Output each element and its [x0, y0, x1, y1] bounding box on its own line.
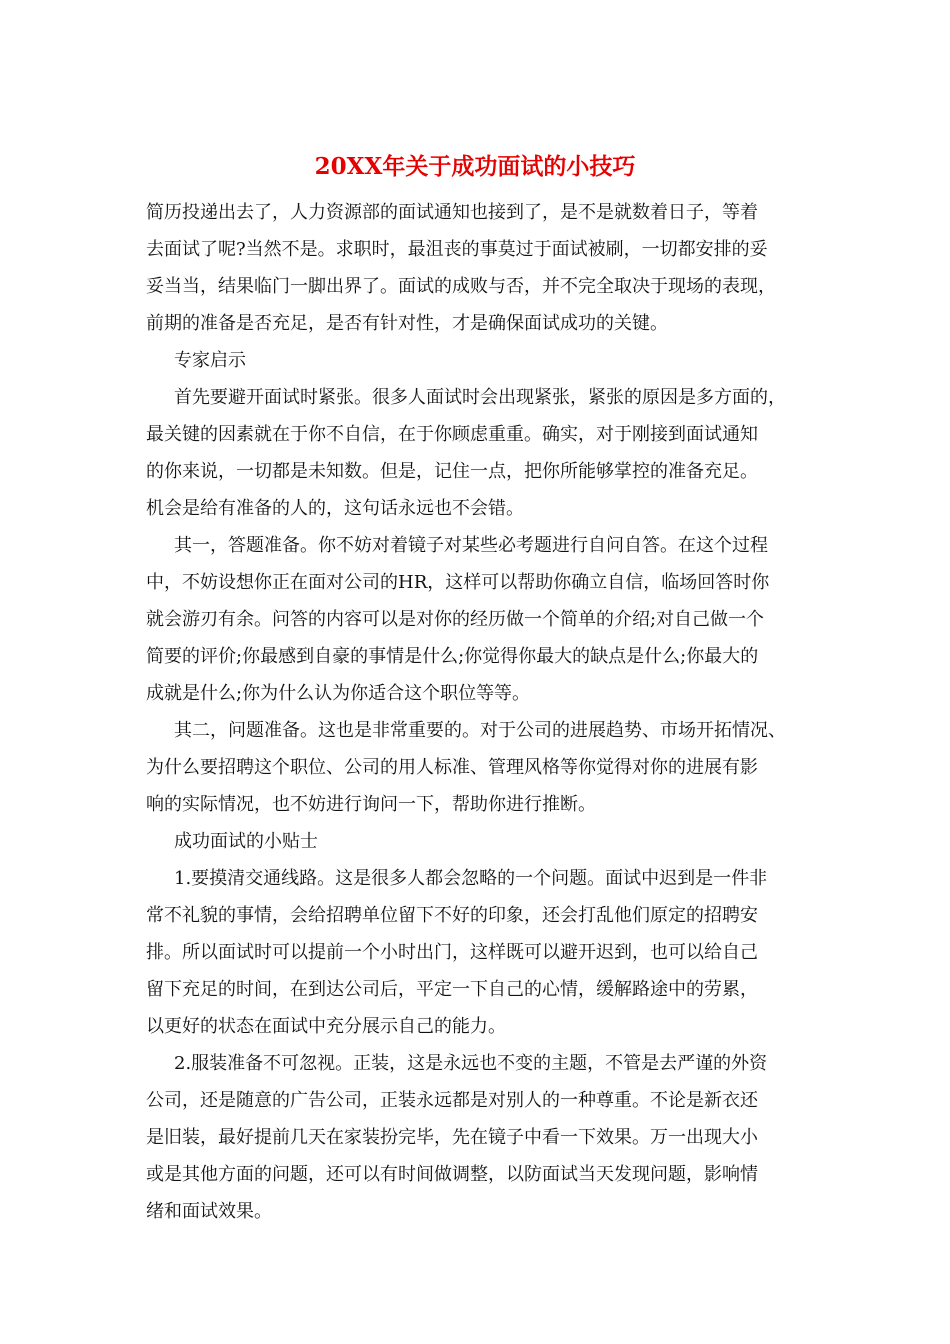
text-line: 响的实际情况，也不妨进行询问一下，帮助你进行推断。 — [146, 794, 596, 815]
text-line: 机会是给有准备的人的，这句话永远也不会错。 — [146, 498, 524, 519]
text-line: 的你来说，一切都是未知数。但是，记住一点，把你所能够掌控的准备充足。 — [146, 461, 758, 482]
text-line: 成就是什么;你为什么认为你适合这个职位等等。 — [146, 683, 531, 704]
text-line: 其一，答题准备。你不妨对着镜子对某些必考题进行自问自答。在这个过程 — [174, 535, 768, 556]
text-line: 中，不妨设想你正在面对公司的HR，这样可以帮助你确立自信，临场回答时你 — [146, 572, 770, 593]
text-line: 绪和面试效果。 — [146, 1201, 272, 1222]
text-line: 去面试了呢?当然不是。求职时，最沮丧的事莫过于面试被刷，一切都安排的妥 — [146, 239, 768, 260]
text-line: 最关键的因素就在于你不自信，在于你顾虑重重。确实，对于刚接到面试通知 — [146, 424, 758, 445]
text-line: 1.要摸清交通线路。这是很多人都会忽略的一个问题。面试中迟到是一件非 — [174, 868, 768, 889]
section-heading-interview-tips: 成功面试的小贴士 — [174, 831, 318, 852]
text-line: 简历投递出去了，人力资源部的面试通知也接到了，是不是就数着日子，等着 — [146, 202, 758, 223]
text-line: 以更好的状态在面试中充分展示自己的能力。 — [146, 1016, 506, 1037]
text-line: 首先要避开面试时紧张。很多人面试时会出现紧张，紧张的原因是多方面的， — [174, 387, 786, 408]
document-title: 20XX年关于成功面试的小技巧 — [314, 153, 636, 180]
text-line: 简要的评价;你最感到自豪的事情是什么;你觉得你最大的缺点是什么;你最大的 — [146, 646, 759, 667]
text-line: 其二，问题准备。这也是非常重要的。对于公司的进展趋势、市场开拓情况、 — [174, 720, 786, 741]
section-heading-expert-tips: 专家启示 — [174, 350, 246, 371]
text-line: 2.服装准备不可忽视。正装，这是永远也不变的主题，不管是去严谨的外资 — [174, 1053, 768, 1074]
text-line: 妥当当，结果临门一脚出界了。面试的成败与否，并不完全取决于现场的表现， — [146, 276, 776, 297]
text-line: 是旧装，最好提前几天在家装扮完毕，先在镜子中看一下效果。万一出现大小 — [146, 1127, 758, 1148]
document-body — [146, 194, 816, 1230]
text-line: 留下充足的时间，在到达公司后，平定一下自己的心情，缓解路途中的劳累， — [146, 979, 758, 1000]
text-line: 排。所以面试时可以提前一个小时出门，这样既可以避开迟到，也可以给自己 — [146, 942, 758, 963]
text-line: 就会游刃有余。问答的内容可以是对你的经历做一个简单的介绍;对自己做一个 — [146, 609, 765, 630]
text-line: 常不礼貌的事情，会给招聘单位留下不好的印象，还会打乱他们原定的招聘安 — [146, 905, 758, 926]
text-line: 或是其他方面的问题，还可以有时间做调整，以防面试当天发现问题，影响情 — [146, 1164, 758, 1185]
text-line: 为什么要招聘这个职位、公司的用人标准、管理风格等你觉得对你的进展有影 — [146, 757, 758, 778]
text-line: 公司，还是随意的广告公司，正装永远都是对别人的一种尊重。不论是新衣还 — [146, 1090, 758, 1111]
text-line: 前期的准备是否充足，是否有针对性，才是确保面试成功的关键。 — [146, 313, 668, 334]
